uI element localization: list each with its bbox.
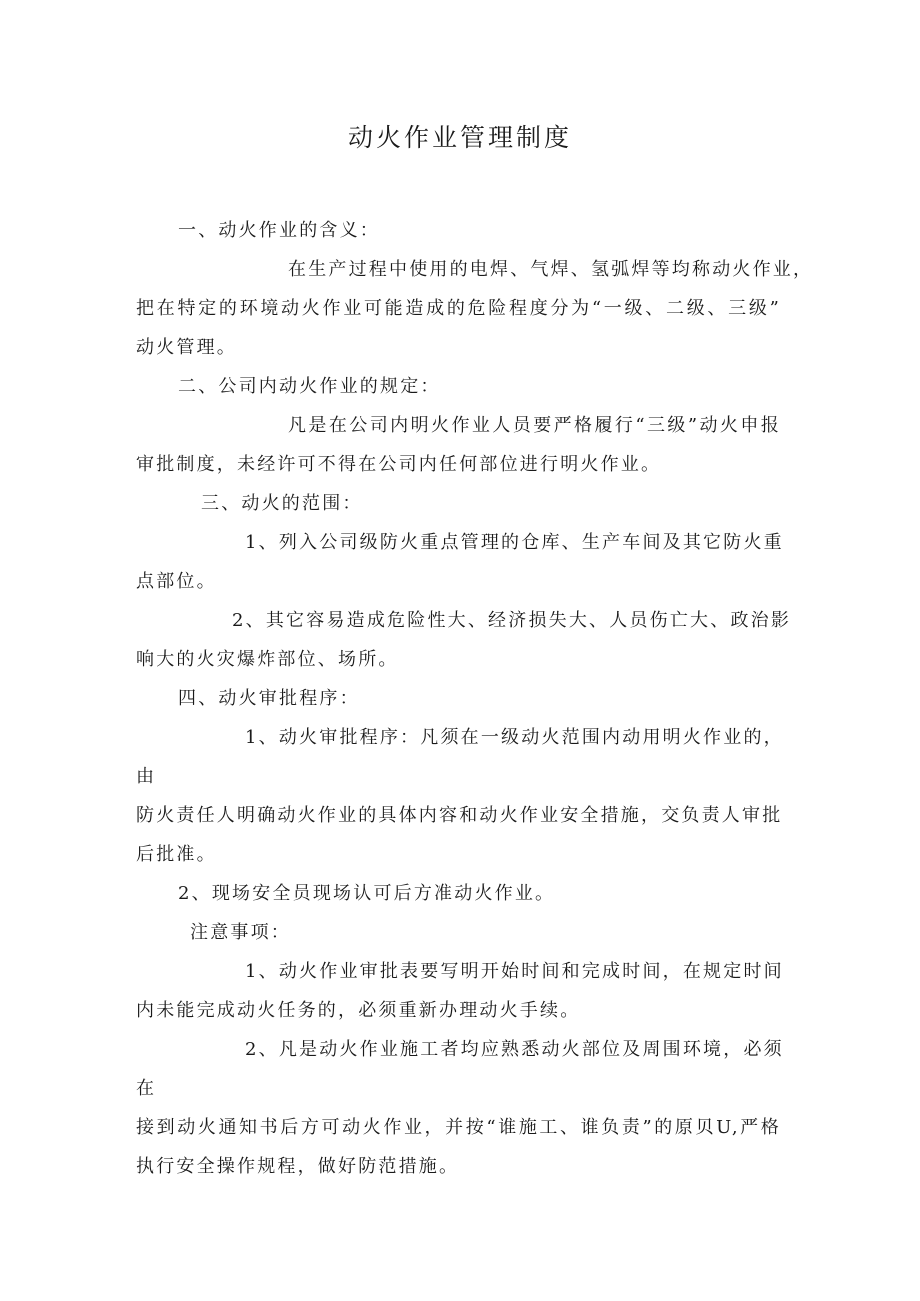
paragraph-line: 内未能完成动火任务的，必须重新办理动火手续。 — [136, 1000, 581, 1021]
paragraph-line: 把在特定的环境动火作业可能造成的危险程度分为“一级、二级、三级” — [136, 298, 781, 319]
section-heading-3: 三、动火的范围： — [201, 493, 363, 514]
document-title: 动火作业管理制度 — [347, 123, 572, 152]
section-heading-1: 一、动火作业的含义： — [178, 220, 380, 241]
list-item: 2、其它容易造成危险性大、经济损失大、人员伤亡大、政治影 — [232, 610, 792, 631]
paragraph-line: 在生产过程中使用的电焊、气焊、氢弧焊等均称动火作业， — [288, 259, 814, 280]
paragraph-line: 后批准。 — [136, 844, 217, 865]
list-item: 1、动火作业审批表要写明开始时间和完成时间，在规定时间 — [245, 961, 784, 982]
paragraph-line: 凡是在公司内明火作业人员要严格履行“三级”动火申报 — [288, 415, 781, 436]
list-item: 2、凡是动火作业施工者均应熟悉动火部位及周围环境，必须 — [245, 1039, 784, 1060]
paragraph-line: 执行安全操作规程，做好防范措施。 — [136, 1156, 460, 1177]
paragraph-line: 接到动火通知书后方可动火作业，并按“谁施工、谁负责”的原贝U,严格 — [136, 1117, 781, 1138]
list-item: 1、列入公司级防火重点管理的仓库、生产车间及其它防火重 — [245, 532, 784, 553]
paragraph-line: 防火责任人明确动火作业的具体内容和动火作业安全措施，交负责人审批 — [136, 805, 783, 826]
paragraph-line: 点部位。 — [136, 571, 217, 592]
paragraph-line: 由 — [136, 766, 157, 787]
paragraph-line: 在 — [136, 1078, 157, 1099]
notes-heading: 注意事项： — [190, 922, 291, 943]
section-heading-2: 二、公司内动火作业的规定： — [178, 376, 441, 397]
section-heading-4: 四、动火审批程序： — [178, 688, 360, 709]
list-item: 2、现场安全员现场认可后方准动火作业。 — [178, 883, 556, 904]
paragraph-line: 动火管理。 — [136, 337, 237, 358]
paragraph-line: 审批制度，未经许可不得在公司内任何部位进行明火作业。 — [136, 454, 662, 475]
paragraph-line: 响大的火灾爆炸部位、场所。 — [136, 649, 399, 670]
list-item: 1、动火审批程序：凡须在一级动火范围内动用明火作业的， — [245, 727, 784, 748]
